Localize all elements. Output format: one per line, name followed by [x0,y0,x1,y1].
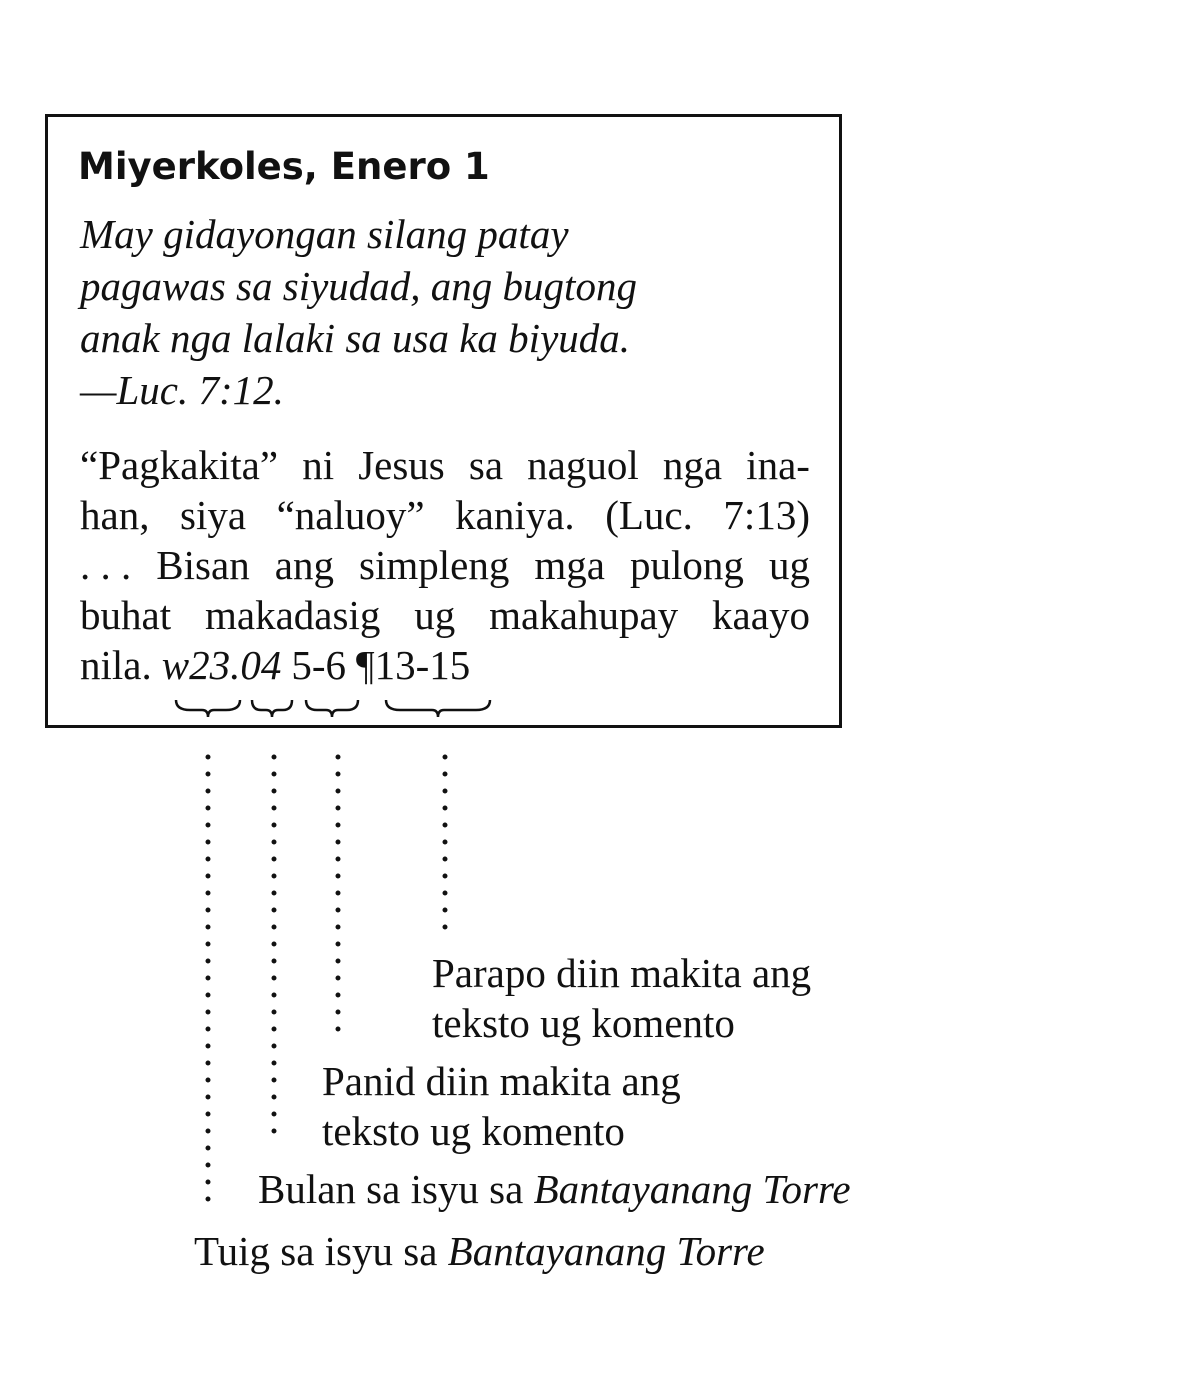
date-heading: Miyerkoles, Enero 1 [78,145,490,188]
comment-line: . . . Bisan ang simpleng mga pulong ug [80,542,810,588]
comment-line: “Pagkakita” ni Jesus sa naguol nga ina- [80,442,810,488]
label-year: Tuig sa isyu sa Bantayanang Torre [194,1228,765,1274]
reference-year: w23 [161,642,231,688]
verse-citation: —Luc. 7:12. [80,367,284,413]
verse-line: anak nga lalaki sa usa ka biyuda. [80,315,631,361]
reference-pages: 5-6 [291,642,346,688]
label-month: Bulan sa isyu sa Bantayanang Torre [258,1166,851,1212]
verse-line: May gidayongan silang patay [80,211,569,257]
comment-line: han, siya “naluoy” kaniya. (Luc. 7:13) [80,492,810,538]
brace-year [176,700,240,717]
reference-paragraphs: ¶13-15 [356,642,471,688]
verse-line: pagawas sa siyudad, ang bugtong [80,263,637,309]
brace-month [252,700,292,717]
reference-month: .04 [230,642,282,688]
comment-line: nila. w23 .04 5-6 ¶13-15 [80,642,471,688]
brace-paragraphs [386,700,490,717]
brace-pages [306,700,358,717]
label-page: Panid diin makita ang teksto ug komento [322,1058,681,1154]
label-paragraph: Parapo diin makita ang teksto ug komento [432,950,812,1046]
comment-line: buhat makadasig ug makahupay kaayo [80,592,810,638]
